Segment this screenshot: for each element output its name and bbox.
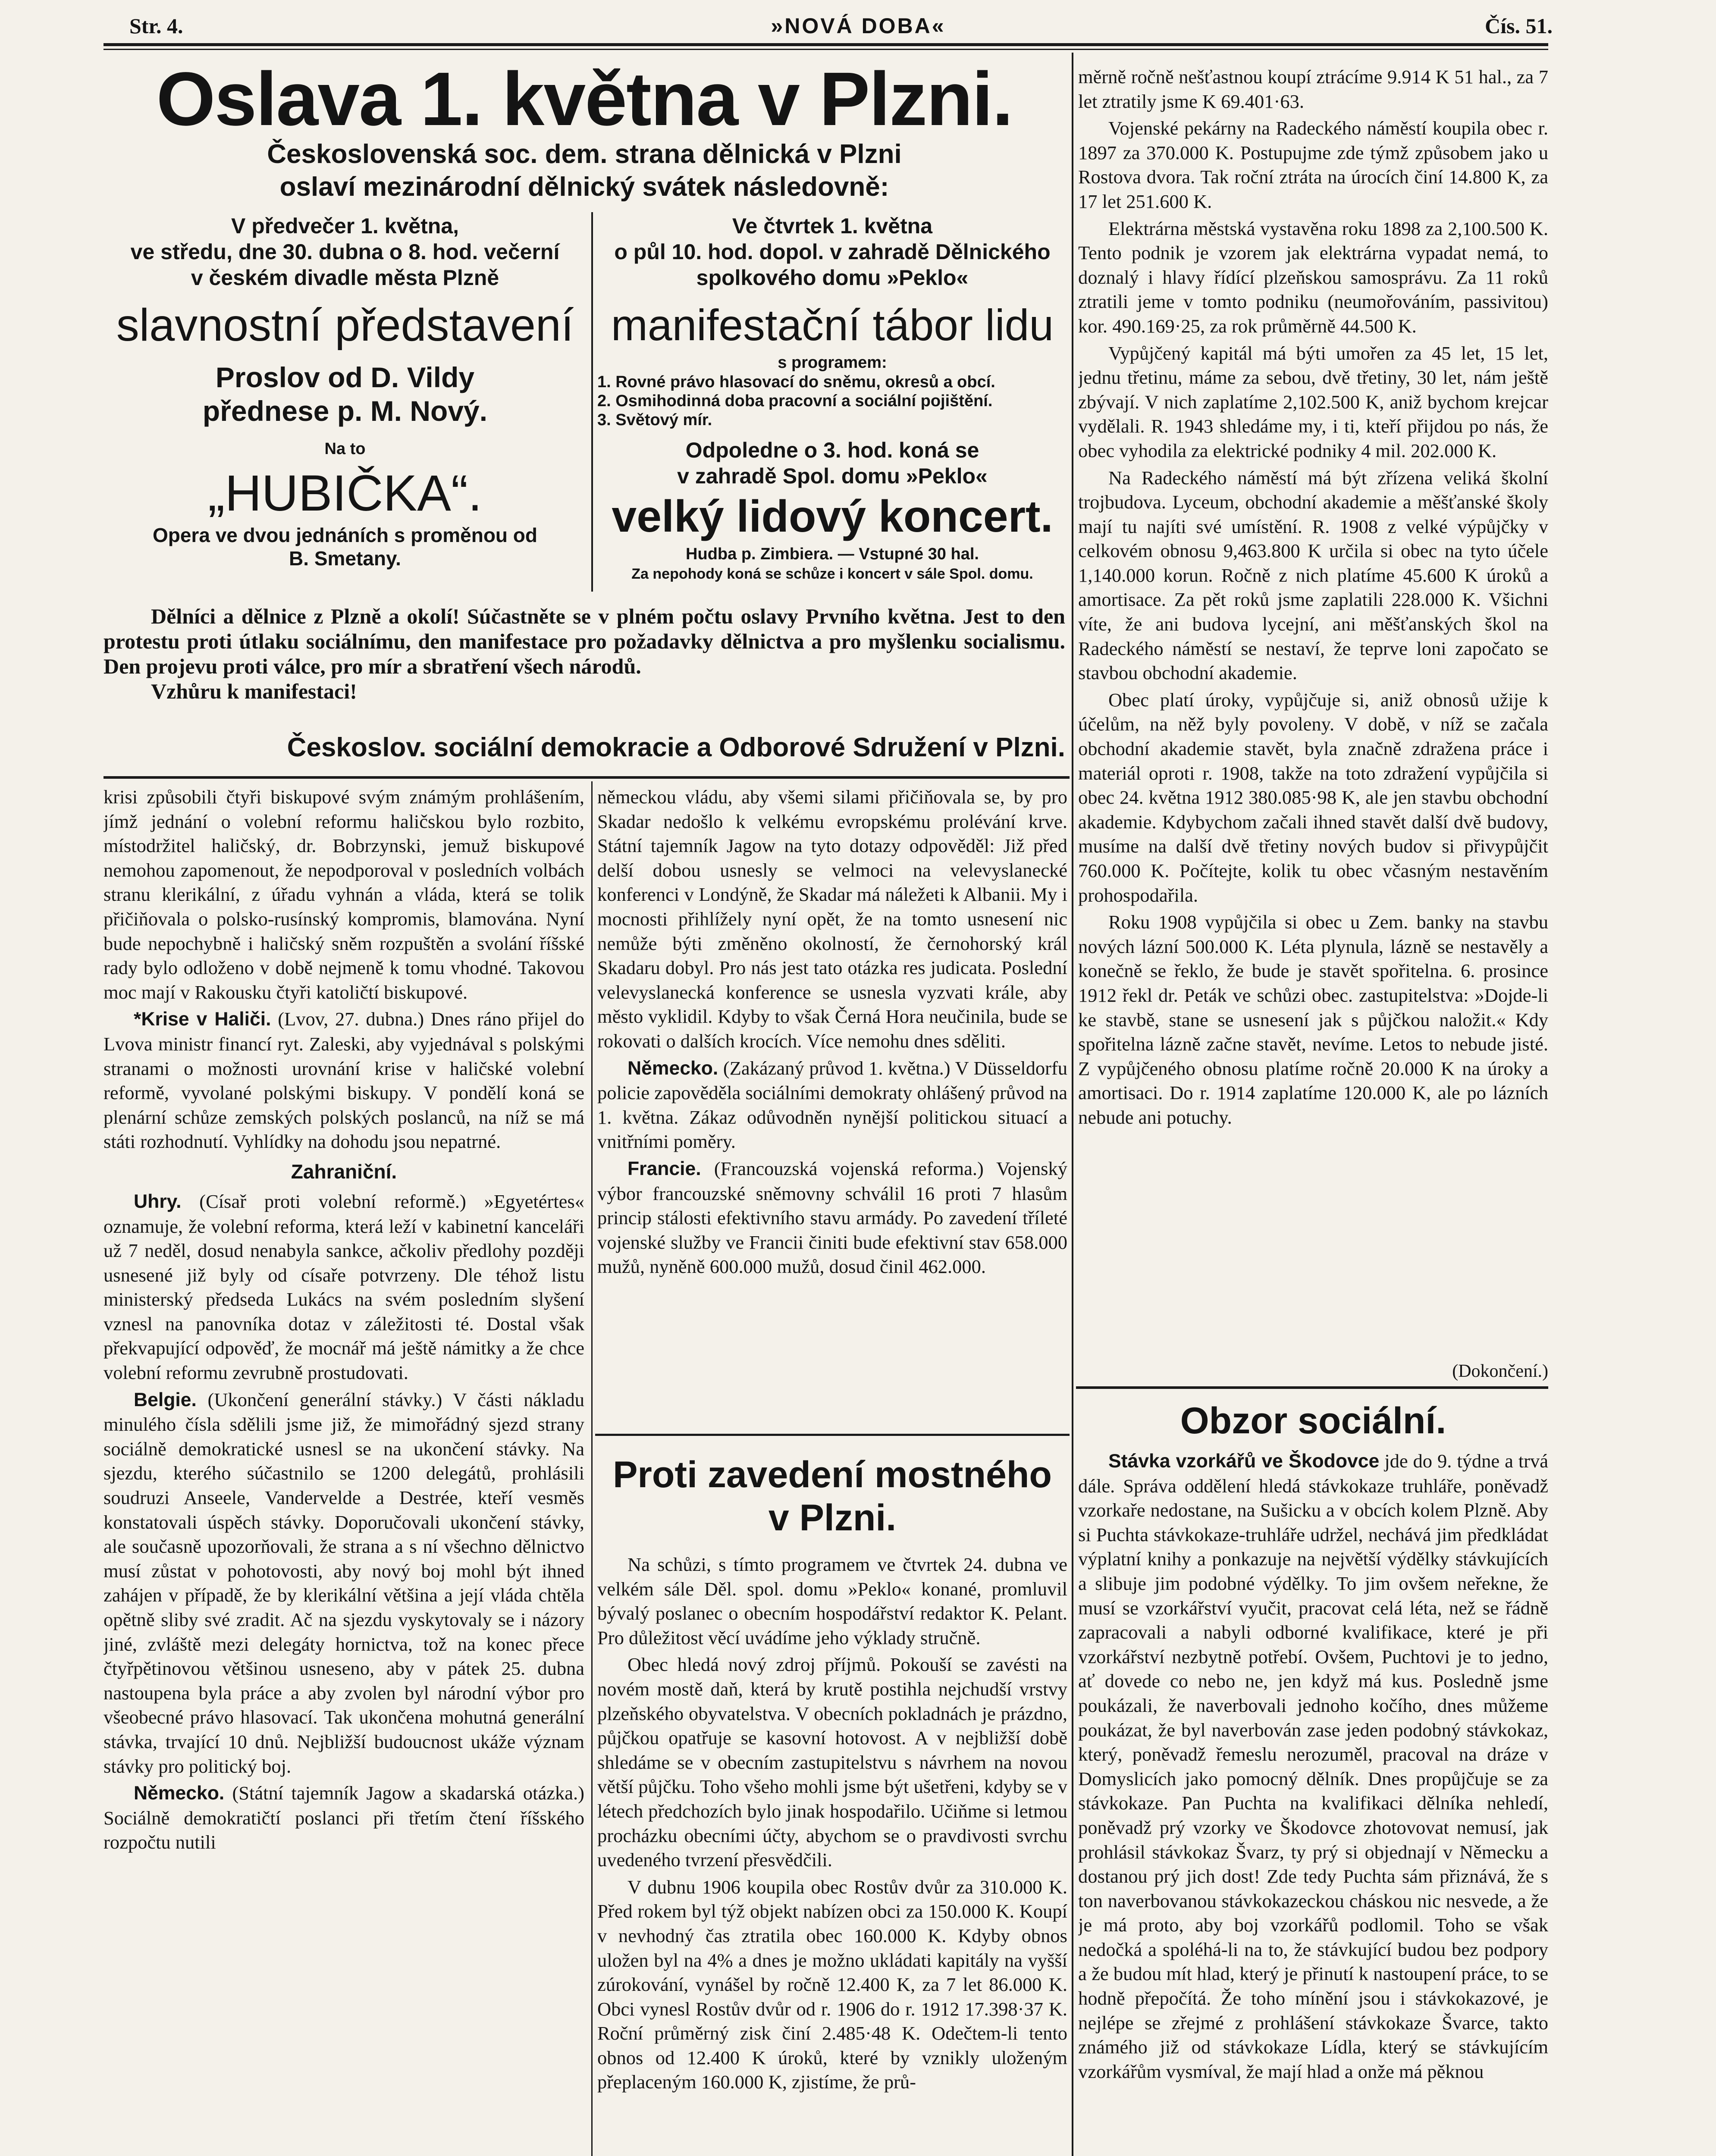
item-head: (Státní tajemník Jagow a skadarská otázka.) [232,1782,584,1804]
opera-description-1: Opera ve dvou jednáních s proměnou od [152,524,538,546]
item-lead: Belgie. [134,1389,197,1410]
section-rule [1076,1386,1548,1389]
speech-line-2: přednese p. M. Nový. [202,395,488,427]
continued-note: (Dokončení.) [1452,1361,1548,1381]
appeal-text: Dělníci a dělnice z Plzně a okolí! Súčastněte se v plném počtu oslavy Prvního května. Jest to den protestu proti útlaku sociálnímu, den manifestace pro požadavky dělnictva a pro myšlenku socialismu. Den projevu proti válce, pro mír a sbratření všech národů. [104,604,1065,678]
announcement-right [597,213,1067,584]
column-divider-1 [591,781,593,2156]
announcement-subtitle-1: Československá soc. dem. strana dělnická v Plzni [267,139,902,169]
gala-performance: slavnostní představení [116,300,574,351]
column-2-top [597,785,1067,1466]
column-3-top [1078,65,1548,1358]
article-rule [595,1434,1070,1436]
program-item: 1. Rovné právo hlasovací do sněmu, okresů a obcí. [597,373,995,391]
paragraph: Obec hledá nový zdroj příjmů. Pokouší se zavésti na novém mostě daň, která by krutě postihla nejchudší vrstvy plzeňského obyvatelstva. V obecních pokladnách je prázdno, půjčkou opatřuje se kasovní hotovost. A v nejbližší době shledáme se v obecním zastupitelstvu s návrhem na novou větší půjčku. Toho všeho mohli jsme být ušetřeni, kdyby se v létech předchozích bylo jinak hospodařilo. Učiňme si letmou procházku obecními účty, abychom se o pravdivosti svrchu uvedeného tvrzení přesvědčili. [597,1654,1067,1871]
item-text: jde do 9. týdne a trvá dále. Správa oddělení hledá stávkokaze truhláře, poněvadž vzorkaře nedostane, na Sušicku a v obcích kolem Plzně. Aby si Puchta stávkokaze-truhláře udržel, nechává jim předkládat výplatní knihy a ponkazuje na největší výdělky stávkujících a slibuje jim podobné výdělky. To jim ovšem neřekne, že musí se vzorkářství vyučit, pracovat celá léta, než se řádně zapracovali a nabyli odborné kvalifikace, které je při vzorkářství nezbytně potřebí. Ovšem, Puchtovi je to jedno, ať dovede co nebo ne, jen když má kus. Posledně jsme poukázali, že naverbovali jednoho kočího, dnes můžeme poukázat, že byl naverbován zase jeden podobný stávkokaz, který, poněvadž řemeslu nerozuměl, pracoval na dráze v Domyslicích jako pomocný dělník. Dnes propůjčuje se za stávkokaze. Pan Puchta na kvalifikaci dělníka nehledí, poněvadž prý vzorky ve Škodovce zhotovovat nemusí, jak prohlásil stávkokaz Švarz, ty prý si objednají v Německu a dostanou prý jich dost! Zde tedy Puchta sám přiznává, že s ton naverbovanou stávkokazeckou cháskou nic nesvede, a že je má proto, aby boj vzorkářů podlomil. Toho se však nedočká a spoléhá-li na to, že stávkující budou bez podpory a že budou mít hlad, který je přinutí k nastoupení práce, to se hodně přepočítá. Že toho mínění jsou i stávkokazové, je nejlépe se zřejmé z prohlášení stávkokaze Švarce, takto známého již od stávkokaze Lídla, který se stávkujícím vzorkářům vysmíval, že mají hlad a onže má pěknou [1078,1450,1548,2082]
paragraph: krisi způsobili čtyři biskupové svým známým prohlášením, jímž jednání o volební reformu haličskou bylo rozbito, místodržitel haličský, dr. Bobrzynski, jemuž biskupové nemohou zapomenout, že nepodporoval v posledních volbách stranu klerikální, z úřadu vyhnán a vláda, která se tolik přičiňovala o polsko-rusínský kompromis, blamována. Nyní bude nepochybně i haličský sněm rozpuštěn a svolání říšské rady bylo odloženo v době nejmeně k tomu vhodné. Takovou moc mají v Rakousku čtyři katoličtí biskupové. [104,786,584,1003]
item-head: (Francouzská vojenská reforma.) [714,1157,984,1179]
appeal [104,604,1065,704]
announcement-bottom-rule [104,776,1070,779]
program-label: s programem: [778,354,887,372]
paragraph: Elektrárna městská vystavěna roku 1898 za 2,100.500 K. Tento podnik je vzorem jak elektrárna vypadat nemá, to doznalý i hlavy řídící plzeňskou samosprávu. Za 11 roků ztratili jeme v tomto podniku (neumořováním, passivitou) kor. 490.169·25, za rok průměrně 44.500 K. [1078,217,1548,337]
item-text: Vojenský výbor francouzské sněmovny schválil 16 proti 7 hlasům princip stálosti efektivního stavu armády. Po zavedení tříleté vojenské služby ve Francii činiti bude efektivní stav 658.000 mužů, nyněně 600.000 mužů, dosud činil 462.000. [597,1157,1067,1278]
item-lead: *Krise v Haliči. [134,1009,271,1030]
rally-date: Ve čtvrtek 1. května [732,214,933,238]
header-rule [104,43,1548,46]
article-title-line-1: Proti zavedení mostného [613,1454,1052,1495]
evening-time: ve středu, dne 30. dubna o 8. hod. večerní [130,240,560,264]
paragraph: Obec platí úroky, vypůjčuje si, aniž obnosů užije k účelům, na něž byly povoleny. V době, v níž se začala obchodní akademie stavět, byla značně zdražena práce i materiál oproti r. 1908, takže na toto zdražení vypůjčila si obec 24. května 1912 380.085·98 K, ale jen stavbu obchodní akademie. Kdybychom začali ihned stavět další dvě budovy, musíme na další dvě třetiny nových budov si přivypůjčit 760.000 K. Počítejte, kolik tu obec včasným nestavěním prohospodařila. [1078,689,1548,906]
item-head: (Ukončení generální stávky.) [207,1388,442,1410]
column-divider-2 [1072,53,1073,2156]
section-title: Obzor sociální. [1180,1400,1446,1442]
paragraph: Na Radeckého náměstí má být zřízena veliká školní trojbudova. Lyceum, obchodní akademie a měšťanské školy mají tu najíti své umístění. R. 1908 z velké výpůjčky v celkovém obnosu 9,463.800 K určila si obec na tyto účele 1,140.000 korun. Ročně z nich platíme 45.600 K úroků a amortisace. Za pět roků jsme zaplatili 228.000 K. Všichni víte, že ani budova lycejní, ani měšťanských škol na Radeckého náměstí se nestaví, že teprve loni započato se stavbou obchodní akademie. [1078,467,1548,684]
concert-title: velký lidový koncert. [612,492,1053,542]
appeal-cry: Vzhůru k manifestaci! [151,679,357,703]
item-text: Dnes ráno přijel do Lvova ministr financí ryt. Zaleski, aby vyjednával s polskými stranami o možnosti urovnání krise v haličské volební reformě, vyvolané polskými biskupy. V pondělí koná se plenární schůze zemských polských poslanců, na níž se má státi rozhodnutí. Vyhlídky na dohodu jsou nepatrné. [104,1008,584,1153]
rally-title: manifestační tábor lidu [611,301,1054,350]
opera-title: „HUBIČKA“. [208,465,482,522]
paragraph: německou vládu, aby všemi silami přičiňovala se, by pro Skadar nedošlo k velkému evropskému prolévání krve. Státní tajemník Jagow na tyto dotazy odpověděl: Již před delší dobou usnesly se velmoci na velevyslanecké konferenci v Londýně, že Skadar má náležeti k Albanii. My i mocnosti přihlížely nyní opět, že na tomto usnesení nic nemůže býti změněno okolností, že černohorský král Skadaru dobyl. Pro nás jest tato otázka res judicata. Poslední velevyslanecká konference se usnesla vyzvati krále, aby město vyklidil. Kdyby to však Černá Hora neučinila, bude se rokovati o dalších krocích. Více nemohu dnes sděliti. [597,786,1067,1052]
announcement-title: Oslava 1. května v Plzni. [156,57,1013,141]
opera-description-2: B. Smetany. [289,547,401,570]
item-text: Sociálně demokratičtí poslanci při třetím čtení říšského rozpočtu nutili [104,1807,584,1853]
item-lead: Německo. [134,1783,225,1804]
item-lead: Uhry. [134,1191,182,1212]
column-3-social [1078,1449,1548,2156]
header-rule-thin [104,49,1548,50]
paragraph: měrně ročně nešťastnou koupí ztrácíme 9.914 K 51 hal., za 7 let ztratily jsme K 69.401·63. [1078,66,1548,112]
concert-music: Hudba p. Zimbiera. — Vstupné 30 hal. [686,545,979,563]
item-lead: Francie. [627,1158,701,1179]
rally-venue: spolkového domu »Peklo« [696,266,969,290]
evening-date: V předvečer 1. května, [231,214,459,238]
announcement-signature: Českoslov. sociální demokracie a Odborové Sdružení v Plzni. [287,733,1065,762]
paragraph: Vojenské pekárny na Radeckého náměstí koupila obec r. 1897 za 370.000 K. Postupujme zde týmž způsobem jako u Rostova dvora. Tak roční ztráta na úrocích činí 14.800 K, za 17 let 251.600 K. [1078,117,1548,212]
then-label: Na to [324,440,366,458]
column-1 [104,785,584,2156]
announcement-subtitle-2: oslaví mezinárodní dělnický svátek následovně: [279,172,889,202]
section-heading: Zahraniční. [291,1160,397,1183]
program-item: 3. Světový mír. [597,411,712,429]
issue-number: Čís. 51. [1485,14,1553,38]
speech-line-1: Proslov od D. Vildy [215,361,475,393]
newspaper-title: »NOVÁ DOBA« [771,14,946,38]
announcement-divider [591,212,593,592]
afternoon-line-1: Odpoledne o 3. hod. koná se [685,438,979,462]
item-head: (Lvov, 27. dubna.) [278,1008,424,1030]
item-text: V Düsseldorfu policie zapověděla sociálními demokraty ohlášený průvod na 1. května. Zákaz odůvodněn nynější politickou situací a vnitřními poměry. [597,1057,1067,1153]
item-text: V části nákladu minulého čísla sdělili jsme již, že mimořádný sjezd strany sociálně demokratické usnesl se na ukončení stávky. Na sjezdu, kterého súčastnilo se 1200 delegátů, prohlásili soudruzi Anseele, Vandervelde a Destrée, kteří vesměs konstatovali úspěch stávky. Doporučovali ukončení stávky, ale současně upozorňovali, že strana a s ní všechno dělnictvo musí zůstat v pohotovosti, aby nový boj mohl být ihned zahájen v případě, že by klerikální většina a její vláda chtěla opětně sliby své zradit. Ač na sjezdu vyskytovaly se i názory jiné, zvláště mezi delegáty hornictva, tož na konec přece čtyřpětinovou většinou usneseno, aby v pátek 25. dubna nastoupena byla práce a aby zvolen byl národní výbor pro všeobecné právo hlasovací. Tak ukončena mohutná generální stávka, trvající 10 dnů. Nejbližší budoucnost ukáže význam stávky pro politický boj. [104,1388,584,1777]
item-head: (Císař proti volební reformě.) [199,1190,466,1212]
rally-time: o půl 10. hod. dopol. v zahradě Dělnického [614,240,1051,264]
item-lead: Německo. [627,1057,718,1079]
page-number: Str. 4. [129,14,183,38]
paragraph: V dubnu 1906 koupila obec Rostův dvůr za 310.000 K. Před rokem byl týž objekt nabízen obci za 150.000 K. Koupí v nevhodný čas ztratila obec 160.000 K. Kdyby obnos uložen byl na 4% a dnes je možno ukládati kapitály na vyšší zúrokování, vynášel by ročně 12.400 K, za 7 let 86.000 K. Obci vynesl Rostův dvůr od r. 1906 do r. 1912 17.398·37 K. Roční průměrný zisk činí 2.485·48 K. Odečtem-li tento obnos od 12.400 K úroků, které by vznikly uloženým přeplaceným 160.000 K, zjistíme, že prů- [597,1876,1067,2093]
paragraph: Vypůjčený kapitál má býti umořen za 45 let, 15 let, jednu třetinu, máme za sebou, dvě třetiny, 30 let, nám ještě zbývají. V nich zaplatíme 2,102.500 K, aniž bychom krejcar vydělali. R. 1943 shledáme my, i ti, kteří přijdou po nás, že obec vyhodila za elektrické podniky 4 mil. 202.000 K. [1078,342,1548,461]
afternoon-line-2: v zahradě Spol. domu »Peklo« [677,464,988,488]
paragraph: Roku 1908 vypůjčila si obec u Zem. banky na stavbu nových lázní 500.000 K. Léta plynula, lázně se nestavěly a konečně se řeklo, že bude je stavět spořitelna. 6. prosince 1912 řekl dr. Peták ve schůzi obec. zastupitelstva: »Dojde-li ke stavbě, stane se usnesení jak s půjčkou naložit.« Kdy spořitelna lázně začne stavět, nevíme. Letos to nebude jisté. Z vypůjčeného obnosu platíme ročně 20.000 K na úroky a amortisaci. Do r. 1914 zaplatíme 120.000 K, ale po lázních nebude ani potuchy. [1078,911,1548,1128]
evening-venue: v českém divadle města Plzně [191,266,499,290]
bad-weather-note: Za nepohody koná se schůze i koncert v sále Spol. domu. [631,566,1033,582]
item-lead: Stávka vzorkářů ve Škodovce [1108,1451,1380,1472]
program-item: 2. Osmihodinná doba pracovní a sociální pojištění. [597,392,993,410]
article-title-line-2: v Plzni. [768,1497,897,1539]
paragraph: Na schůzi, s tímto programem ve čtvrtek 24. dubna ve velkém sále Děl. spol. domu »Peklo« konané, promluvil bývalý poslanec o obecním hospodářství redaktor K. Pelant. Pro důležitost věcí uvádíme jeho výklady stručně. [597,1554,1067,1648]
item-head: (Zakázaný průvod 1. května.) [723,1057,951,1079]
announcement-left [104,213,587,570]
item-text: »Egyetértes« oznamuje, že volební reforma, která leží v kabinetní kanceláři už 7 neděl, dosud nenabyla sankce, ačkoliv předlohy později usnesené již byly od císaře potvrzeny. Dle téhož listu ministerský předseda Lukács na svém posledním slyšení vznesl na panovníka dotaz v záležitosti té. Dostal však překvapující odpověď, že mocnář má ještě námitky a že chce volební reformu zevrubně prostudovati. [104,1190,584,1384]
column-2-article [597,1552,1067,2156]
